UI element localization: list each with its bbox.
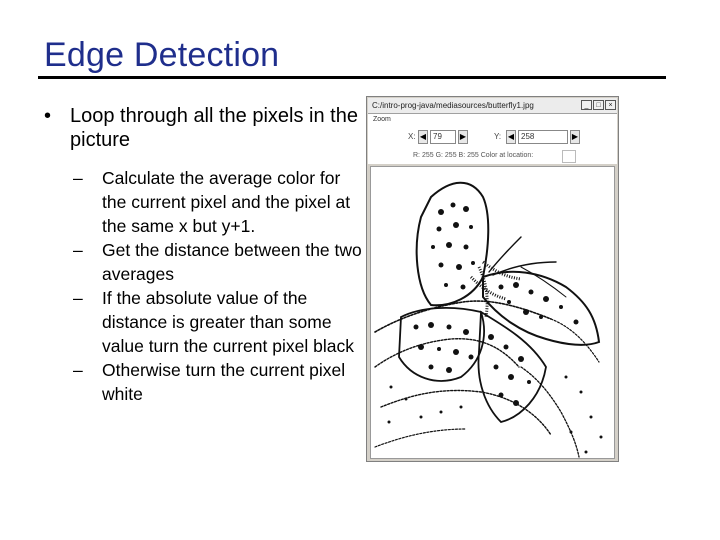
picture-explorer-window: [366, 96, 619, 462]
subbullet-text: If the absolute value of the distance is greater than some value turn the current pixel black: [102, 288, 354, 356]
coordinate-navigation: [368, 126, 617, 148]
y-label: Y:: [494, 132, 502, 141]
dash-mark: –: [73, 240, 83, 260]
edge-detected-butterfly-image: [370, 166, 615, 459]
x-label: X:: [408, 132, 416, 141]
slide-title: Edge Detection: [44, 36, 280, 74]
y-coordinate-input[interactable]: 258: [518, 130, 568, 144]
subbullet-item: [44, 286, 364, 358]
color-info-row: [368, 148, 617, 164]
title-divider: [38, 76, 666, 79]
menu-zoom[interactable]: Zoom: [373, 116, 391, 123]
maximize-button[interactable]: □: [593, 100, 604, 110]
bullet-item: [44, 104, 364, 152]
menu-bar: [368, 114, 617, 126]
window-titlebar[interactable]: [368, 98, 617, 114]
x-prev-button[interactable]: ◀: [418, 130, 428, 144]
subbullet-text: Get the distance between the two averages: [102, 240, 362, 284]
x-coordinate-input[interactable]: 79: [430, 130, 456, 144]
window-title: C:/intro-prog-java/mediasources/butterfly1.jpg: [372, 101, 534, 110]
bullet-text: Loop through all the pixels in the picture: [70, 105, 358, 151]
dash-mark: –: [73, 168, 83, 188]
subbullet-text: Otherwise turn the current pixel white: [102, 360, 346, 404]
color-swatch: [562, 150, 576, 163]
subbullet-item: [44, 238, 364, 286]
subbullet-text: Calculate the average color for the current pixel and the pixel at the same x but y+1.: [102, 168, 351, 236]
bullet-list: [44, 104, 364, 406]
close-button[interactable]: ×: [605, 100, 616, 110]
y-prev-button[interactable]: ◀: [506, 130, 516, 144]
y-next-button[interactable]: ▶: [570, 130, 580, 144]
x-next-button[interactable]: ▶: [458, 130, 468, 144]
subbullet-item: [44, 358, 364, 406]
dash-mark: –: [73, 360, 83, 380]
subbullet-item: [44, 166, 364, 238]
bullet-mark: •: [44, 105, 52, 127]
minimize-button[interactable]: _: [581, 100, 592, 110]
dash-mark: –: [73, 288, 83, 308]
color-info-text: R: 255 G: 255 B: 255 Color at location:: [413, 152, 534, 159]
